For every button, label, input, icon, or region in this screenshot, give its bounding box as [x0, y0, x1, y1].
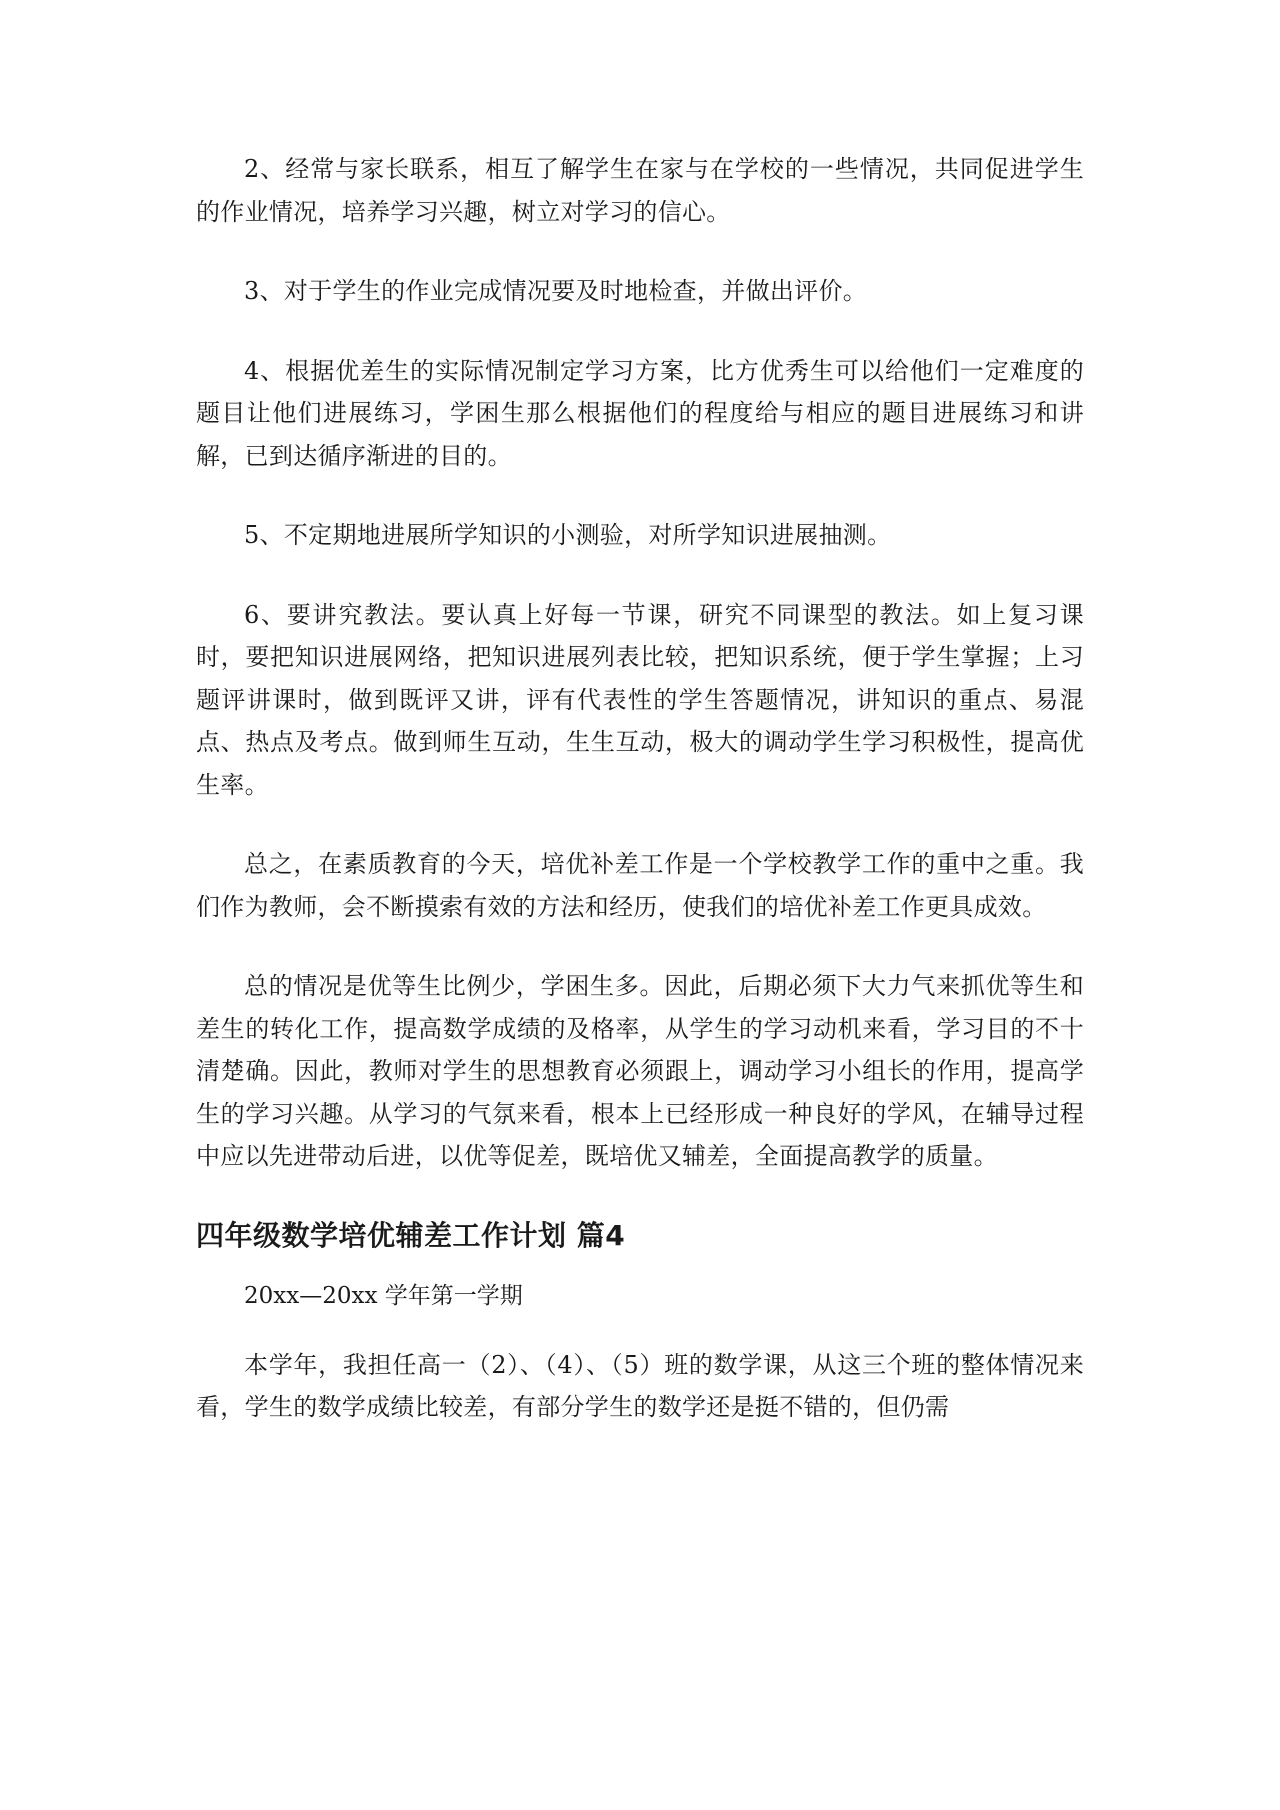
- document-page: [196, 148, 1084, 1466]
- paragraph-overall-situation: 总的情况是优等生比例少，学困生多。因此，后期必须下大力气来抓优等生和差生的转化工作，提高数学成绩的及格率，从学生的学习动机来看，学习目的不十清楚确。因此，教师对学生的思想教育必须跟上，调动学习小组长的作用，提高学生的学习兴趣。从学习的气氛来看，根本上已经形成一种良好的学风，在辅导过程中应以先进带动后进，以优等促差，既培优又辅差，全面提高教学的质量。: [196, 972, 1084, 1170]
- paragraph-item-6: 6、要讲究教法。要认真上好每一节课，研究不同课型的教法。如上复习课时，要把知识进展网络，把知识进展列表比较，把知识系统，便于学生掌握；上习题评讲课时，做到既评又讲，评有代表性的学生答题情况，讲知识的重点、易混点、热点及考点。做到师生互动，生生互动，极大的调动学生学习积极性，提高优生率。: [196, 600, 1084, 799]
- paragraph-summary: 总之，在素质教育的今天，培优补差工作是一个学校教学工作的重中之重。我们作为教师，会不断摸索有效的方法和经历，使我们的培优补差工作更具成效。: [196, 850, 1084, 921]
- section-subtitle: 20xx—20xx 学年第一学期: [244, 1282, 523, 1309]
- paragraph-item-5: 5、不定期地进展所学知识的小测验，对所学知识进展抽测。: [244, 521, 892, 549]
- paragraph-item-4: 4、根据优差生的实际情况制定学习方案，比方优秀生可以给他们一定难度的题目让他们进展练习，学困生那么根据他们的程度给与相应的题目进展练习和讲解，已到达循序渐进的目的。: [196, 356, 1084, 470]
- paragraph-item-2: 2、经常与家长联系，相互了解学生在家与在学校的一些情况，共同促进学生的作业情况，培养学习兴趣，树立对学习的信心。: [196, 155, 1084, 226]
- paragraph-item-3: 3、对于学生的作业完成情况要及时地检查，并做出评价。: [244, 277, 868, 305]
- section-heading: 四年级数学培优辅差工作计划 篇4: [196, 1218, 626, 1252]
- section-paragraph: 本学年，我担任高一（2）、（4）、（5）班的数学课，从这三个班的整体情况来看，学生的数学成绩比较差，有部分学生的数学还是挺不错的，但仍需: [196, 1350, 1084, 1421]
